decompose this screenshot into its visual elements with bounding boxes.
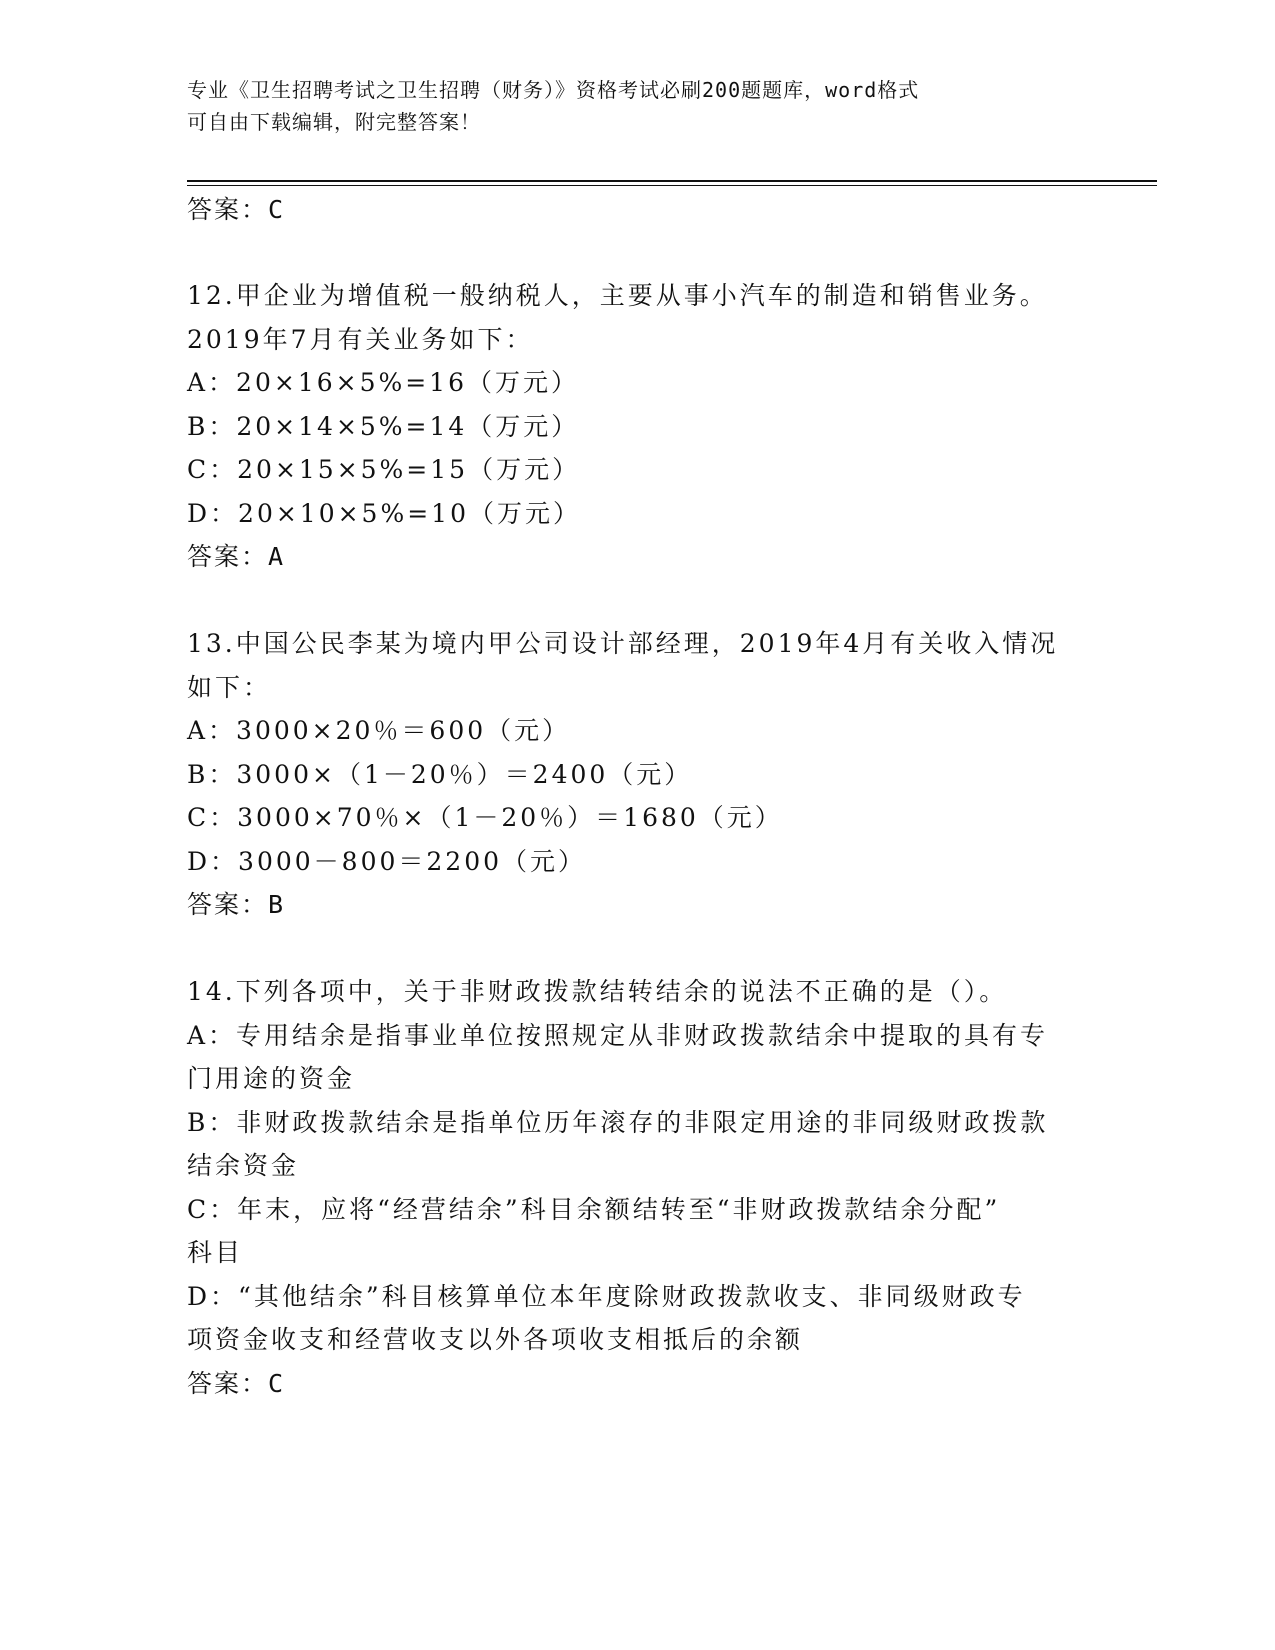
question-14-option-a-line-2: 门用途的资金 bbox=[187, 1064, 356, 1093]
header-divider-thick bbox=[187, 180, 1157, 182]
question-12-option-b: B：20×14×5%=14（万元） bbox=[187, 412, 580, 441]
question-14-option-d-line-2: 项资金收支和经营收支以外各项收支相抵后的余额 bbox=[187, 1325, 804, 1354]
question-13-option-b: B：3000×（1－20％）＝2400（元） bbox=[187, 760, 693, 789]
question-13-option-d: D：3000－800＝2200（元） bbox=[187, 847, 587, 876]
question-14-option-c-line-2: 科目 bbox=[187, 1238, 244, 1267]
answer-previous: 答案：C bbox=[187, 195, 286, 224]
question-14-option-a-line-1: A：专用结余是指事业单位按照规定从非财政拨款结余中提取的具有专 bbox=[187, 1021, 1049, 1050]
question-14-option-d-line-1: D：“其他结余”科目核算单位本年度除财政拨款收支、非同级财政专 bbox=[187, 1282, 1026, 1311]
question-14-answer: 答案：C bbox=[187, 1369, 286, 1398]
header-divider-thin bbox=[187, 185, 1157, 186]
question-14-option-c-line-1: C：年末，应将“经营结余”科目余额结转至“非财政拨款结余分配” bbox=[187, 1195, 1001, 1224]
question-13-answer: 答案：B bbox=[187, 890, 286, 919]
question-12-stem-line-2: 2019年7月有关业务如下： bbox=[187, 325, 534, 354]
document-header bbox=[187, 74, 1087, 138]
question-14-option-b-line-2: 结余资金 bbox=[187, 1151, 300, 1180]
header-line-2: 可自由下载编辑，附完整答案！ bbox=[187, 110, 481, 134]
question-12-answer: 答案：A bbox=[187, 542, 286, 571]
question-12-stem-line-1: 12.甲企业为增值税一般纳税人，主要从事小汽车的制造和销售业务。 bbox=[187, 281, 1048, 310]
header-line-1: 专业《卫生招聘考试之卫生招聘（财务）》资格考试必刷200题题库，word格式 bbox=[187, 78, 920, 102]
question-13-stem-line-1: 13.中国公民李某为境内甲公司设计部经理，2019年4月有关收入情况 bbox=[187, 629, 1059, 658]
question-13-stem-line-2: 如下： bbox=[187, 673, 272, 702]
question-14-option-b-line-1: B：非财政拨款结余是指单位历年滚存的非限定用途的非同级财政拨款 bbox=[187, 1108, 1049, 1137]
question-12-option-a: A：20×16×5%=16（万元） bbox=[187, 368, 579, 397]
question-13-option-c: C：3000×70％×（1－20％）＝1680（元） bbox=[187, 803, 783, 832]
question-12-option-d: D：20×10×5%=10（万元） bbox=[187, 499, 581, 528]
question-13-option-a: A：3000×20％＝600（元） bbox=[187, 716, 571, 745]
question-14-stem-line-1: 14.下列各项中，关于非财政拨款结转结余的说法不正确的是（）。 bbox=[187, 977, 1008, 1006]
question-12-option-c: C：20×15×5%=15（万元） bbox=[187, 455, 581, 484]
